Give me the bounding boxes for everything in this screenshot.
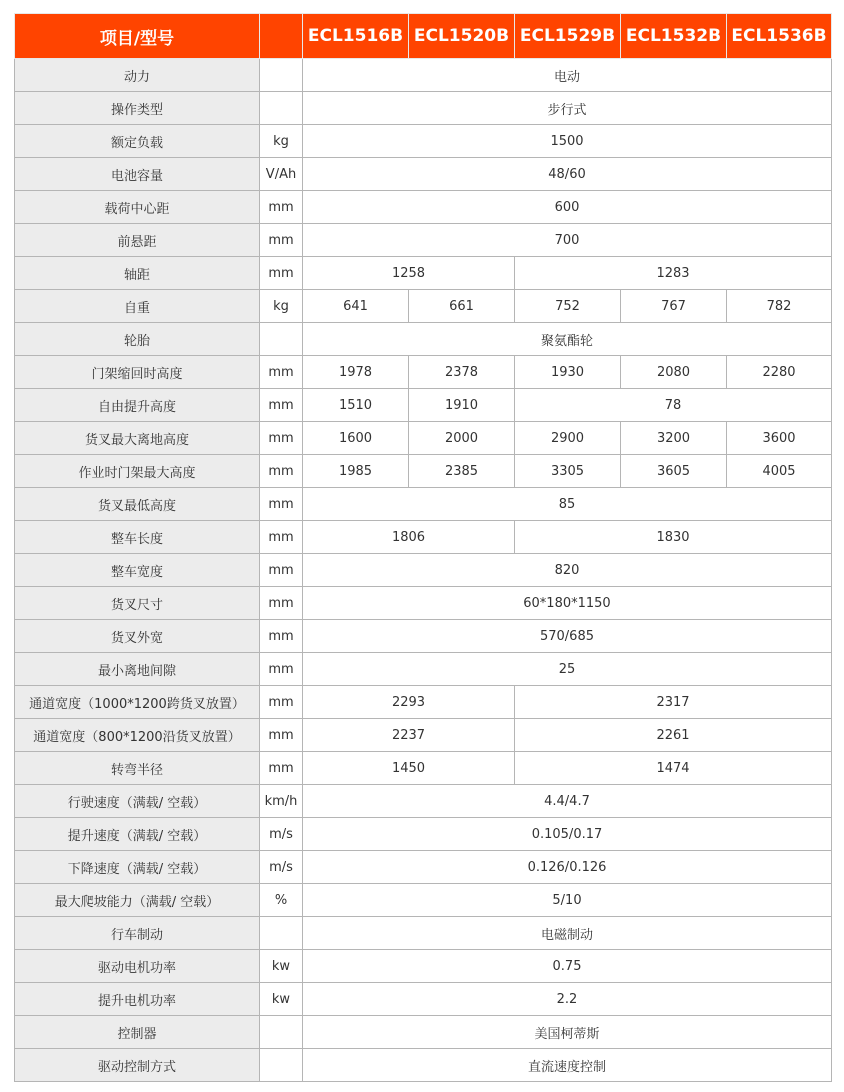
row-unit: mm [260, 620, 303, 653]
row-value: 3305 [515, 455, 621, 488]
row-label: 货叉尺寸 [15, 587, 260, 620]
row-value: 1978 [303, 356, 409, 389]
row-unit: m/s [260, 851, 303, 884]
table-row [15, 785, 832, 818]
row-label: 控制器 [15, 1016, 260, 1049]
row-label: 作业时门架最大高度 [15, 455, 260, 488]
row-unit: kw [260, 983, 303, 1016]
row-unit: mm [260, 554, 303, 587]
row-value: 2261 [515, 719, 832, 752]
row-unit: mm [260, 719, 303, 752]
row-label: 最大爬坡能力（满载/ 空载） [15, 884, 260, 917]
table-row [15, 158, 832, 191]
row-unit [260, 59, 303, 92]
row-label: 通道宽度（800*1200沿货叉放置） [15, 719, 260, 752]
row-value: 2378 [409, 356, 515, 389]
row-value: 767 [621, 290, 727, 323]
table-row [15, 257, 832, 290]
row-value: 78 [515, 389, 832, 422]
row-label: 通道宽度（1000*1200跨货叉放置） [15, 686, 260, 719]
row-value: 1806 [303, 521, 515, 554]
row-label: 动力 [15, 59, 260, 92]
header-model: ECL1536B [727, 14, 832, 59]
row-label: 轮胎 [15, 323, 260, 356]
row-unit: mm [260, 224, 303, 257]
row-label: 转弯半径 [15, 752, 260, 785]
table-row [15, 389, 832, 422]
row-value: 聚氨酯轮 [303, 323, 832, 356]
row-unit: mm [260, 752, 303, 785]
row-label: 电池容量 [15, 158, 260, 191]
row-label: 驱动电机功率 [15, 950, 260, 983]
row-label: 行车制动 [15, 917, 260, 950]
row-value: 3605 [621, 455, 727, 488]
row-unit: mm [260, 455, 303, 488]
row-value: 电动 [303, 59, 832, 92]
row-label: 整车宽度 [15, 554, 260, 587]
table-row [15, 884, 832, 917]
row-value: 1830 [515, 521, 832, 554]
row-unit: mm [260, 653, 303, 686]
row-value: 1910 [409, 389, 515, 422]
row-value: 641 [303, 290, 409, 323]
table-row [15, 356, 832, 389]
row-value: 电磁制动 [303, 917, 832, 950]
row-unit [260, 323, 303, 356]
row-value: 1450 [303, 752, 515, 785]
row-label: 驱动控制方式 [15, 1049, 260, 1082]
row-unit: mm [260, 587, 303, 620]
row-value: 85 [303, 488, 832, 521]
row-value: 美国柯蒂斯 [303, 1016, 832, 1049]
row-value: 4.4/4.7 [303, 785, 832, 818]
table-row [15, 554, 832, 587]
row-label: 货叉最大离地高度 [15, 422, 260, 455]
row-value: 2385 [409, 455, 515, 488]
row-unit: % [260, 884, 303, 917]
row-value: 0.126/0.126 [303, 851, 832, 884]
row-unit: V/Ah [260, 158, 303, 191]
row-label: 整车长度 [15, 521, 260, 554]
header-item-label: 项目/型号 [15, 14, 260, 59]
table-row [15, 323, 832, 356]
row-unit [260, 917, 303, 950]
row-value: 600 [303, 191, 832, 224]
row-unit: mm [260, 521, 303, 554]
row-value: 2900 [515, 422, 621, 455]
table-row [15, 455, 832, 488]
row-value: 782 [727, 290, 832, 323]
header-model: ECL1520B [409, 14, 515, 59]
header-model: ECL1529B [515, 14, 621, 59]
row-value: 1600 [303, 422, 409, 455]
table-row [15, 1016, 832, 1049]
row-label: 提升速度（满载/ 空载） [15, 818, 260, 851]
row-label: 前悬距 [15, 224, 260, 257]
table-row [15, 224, 832, 257]
row-label: 行驶速度（满载/ 空载） [15, 785, 260, 818]
row-label: 额定负载 [15, 125, 260, 158]
row-label: 最小离地间隙 [15, 653, 260, 686]
row-value: 48/60 [303, 158, 832, 191]
row-value: 1500 [303, 125, 832, 158]
row-unit: kg [260, 125, 303, 158]
spec-table [14, 13, 832, 1082]
row-label: 操作类型 [15, 92, 260, 125]
row-label: 轴距 [15, 257, 260, 290]
header-model: ECL1516B [303, 14, 409, 59]
row-value: 0.105/0.17 [303, 818, 832, 851]
row-value: 1930 [515, 356, 621, 389]
row-unit: km/h [260, 785, 303, 818]
table-row [15, 686, 832, 719]
row-value: 2.2 [303, 983, 832, 1016]
row-value: 3600 [727, 422, 832, 455]
row-unit: mm [260, 257, 303, 290]
row-value: 1474 [515, 752, 832, 785]
row-value: 步行式 [303, 92, 832, 125]
table-row [15, 620, 832, 653]
header-row [15, 14, 832, 59]
row-value: 2000 [409, 422, 515, 455]
row-value: 2080 [621, 356, 727, 389]
row-label: 载荷中心距 [15, 191, 260, 224]
row-value: 5/10 [303, 884, 832, 917]
table-row [15, 917, 832, 950]
row-value: 820 [303, 554, 832, 587]
table-row [15, 653, 832, 686]
table-row [15, 1049, 832, 1082]
table-row [15, 950, 832, 983]
row-value: 1283 [515, 257, 832, 290]
row-value: 2237 [303, 719, 515, 752]
table-row [15, 488, 832, 521]
row-unit: mm [260, 389, 303, 422]
row-value: 752 [515, 290, 621, 323]
row-unit [260, 92, 303, 125]
row-value: 661 [409, 290, 515, 323]
row-label: 货叉最低高度 [15, 488, 260, 521]
row-value: 3200 [621, 422, 727, 455]
spec-table-body [15, 59, 832, 1082]
spec-table-header [15, 14, 832, 59]
header-unit-label [260, 14, 303, 59]
row-label: 下降速度（满载/ 空载） [15, 851, 260, 884]
row-value: 直流速度控制 [303, 1049, 832, 1082]
row-unit: kw [260, 950, 303, 983]
row-unit [260, 1049, 303, 1082]
row-label: 自重 [15, 290, 260, 323]
row-label: 门架缩回时高度 [15, 356, 260, 389]
row-unit: mm [260, 191, 303, 224]
row-value: 1258 [303, 257, 515, 290]
table-row [15, 59, 832, 92]
row-label: 自由提升高度 [15, 389, 260, 422]
table-row [15, 752, 832, 785]
table-row [15, 983, 832, 1016]
table-row [15, 125, 832, 158]
table-row [15, 818, 832, 851]
row-value: 1510 [303, 389, 409, 422]
row-value: 2280 [727, 356, 832, 389]
row-value: 2293 [303, 686, 515, 719]
row-unit: m/s [260, 818, 303, 851]
row-value: 60*180*1150 [303, 587, 832, 620]
row-value: 570/685 [303, 620, 832, 653]
row-unit [260, 1016, 303, 1049]
table-row [15, 92, 832, 125]
row-label: 货叉外宽 [15, 620, 260, 653]
row-label: 提升电机功率 [15, 983, 260, 1016]
table-row [15, 521, 832, 554]
row-value: 0.75 [303, 950, 832, 983]
row-value: 700 [303, 224, 832, 257]
table-row [15, 191, 832, 224]
table-row [15, 851, 832, 884]
row-unit: mm [260, 422, 303, 455]
row-unit: mm [260, 488, 303, 521]
row-value: 2317 [515, 686, 832, 719]
row-value: 4005 [727, 455, 832, 488]
table-row [15, 290, 832, 323]
row-unit: mm [260, 356, 303, 389]
row-value: 1985 [303, 455, 409, 488]
row-unit: kg [260, 290, 303, 323]
table-row [15, 422, 832, 455]
table-row [15, 587, 832, 620]
row-unit: mm [260, 686, 303, 719]
header-model: ECL1532B [621, 14, 727, 59]
row-value: 25 [303, 653, 832, 686]
table-row [15, 719, 832, 752]
